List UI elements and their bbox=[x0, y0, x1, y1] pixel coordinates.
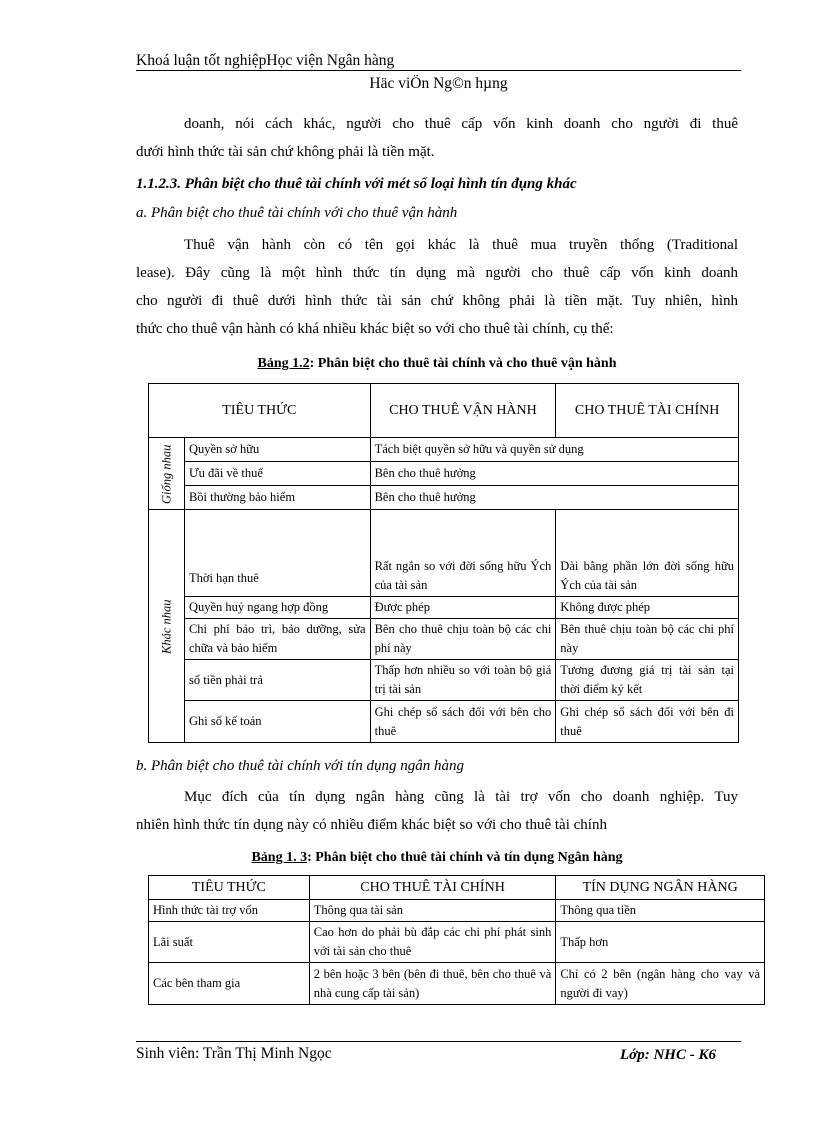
intro-paragraph bbox=[136, 110, 738, 166]
table2-caption-text: : Phân biệt cho thuê tài chính và tín dụng Ngân hàng bbox=[307, 850, 623, 865]
table-row bbox=[149, 900, 765, 922]
table1-caption bbox=[136, 356, 738, 372]
table-cell: số tiền phải trả bbox=[184, 660, 370, 701]
section-heading: 1.1.2.3. Phân biệt cho thuê tài chính với mét số loại hình tín đụng khác bbox=[136, 176, 577, 192]
table2-caption-label: Bảng 1. 3 bbox=[251, 850, 308, 865]
table-cell: Thấp hơn bbox=[556, 922, 765, 963]
header-cell-operating: CHO THUÊ VẬN HÀNH bbox=[370, 384, 556, 438]
table-cell: Bên cho thuê hưởng bbox=[370, 462, 738, 486]
table-cell: Ghi chép sổ sách đối với bên cho thuê bbox=[370, 701, 556, 743]
header-title: Khoá luận tốt nghiệpHọc viện Ngân hàng bbox=[136, 52, 395, 69]
table-cell: Lãi suất bbox=[149, 922, 310, 963]
table-row bbox=[149, 922, 765, 963]
table-cell: Không được phép bbox=[556, 597, 739, 619]
intro-line-2: dưới hình thức tài sản chứ không phải là tiền mặt. bbox=[136, 144, 435, 160]
table-cell: Được phép bbox=[370, 597, 556, 619]
sub-a-paragraph bbox=[136, 231, 738, 343]
table-cell: Quyền huỷ ngang hợp đồng bbox=[184, 597, 370, 619]
sub-a-line-1: Thuê vận hành còn có tên gọi khác là thuê mua truyền thống (Traditional bbox=[184, 237, 738, 253]
footer-student: Sinh viên: Trần Thị Minh Ngọc bbox=[136, 1045, 332, 1062]
table-header-row bbox=[149, 876, 765, 900]
table2-caption bbox=[136, 850, 738, 866]
table-cell: Ghi chép sổ sách đối với bên đi thuê bbox=[556, 701, 739, 743]
table-cell: Chỉ có 2 bên (ngân hàng cho vay và người đi vay) bbox=[556, 963, 765, 1005]
header-cell-criteria: TIÊU THỨC bbox=[149, 876, 310, 900]
header-cell-criteria: TIÊU THỨC bbox=[149, 384, 371, 438]
table-cell: Ghi sổ kế toán bbox=[184, 701, 370, 743]
footer-class: Lớp: NHC - K6 bbox=[620, 1047, 716, 1063]
sub-a-line-4: thức cho thuê vận hành có khá nhiều khác biệt so với cho thuê tài chính, cụ thể: bbox=[136, 321, 614, 337]
table-cell: 2 bên hoặc 3 bên (bên đi thuê, bên cho thuê và nhà cung cấp tài sản) bbox=[309, 963, 556, 1005]
table-cell: Chi phí bảo trì, bảo dưỡng, sửa chữa và bảo hiểm bbox=[184, 619, 370, 660]
header-cell-financial: CHO THUÊ TÀI CHÍNH bbox=[309, 876, 556, 900]
table-row bbox=[149, 510, 739, 597]
table-row bbox=[149, 438, 739, 462]
table-row bbox=[149, 963, 765, 1005]
table-cell: Thông qua tài sản bbox=[309, 900, 556, 922]
table-cell: Bồi thường bảo hiểm bbox=[184, 486, 370, 510]
table-cell: Thời hạn thuê bbox=[184, 510, 370, 597]
sub-b-line-2: nhiên hình thức tín dụng này có nhiều điểm khác biệt so với cho thuê tài chính bbox=[136, 817, 607, 833]
group-label-diff: Khác nhau bbox=[149, 510, 185, 743]
sub-b-heading: b. Phân biệt cho thuê tài chính với tín dụng ngân hàng bbox=[136, 758, 464, 774]
table-cell: Dài bằng phần lớn đời sống hữu Ých của tài sản bbox=[556, 510, 739, 597]
sub-a-heading: a. Phân biệt cho thuê tài chính với cho thuê vận hành bbox=[136, 205, 458, 221]
intro-line-1: doanh, nói cách khác, người cho thuê cấp vốn kinh doanh cho người đi thuê bbox=[184, 116, 738, 132]
table-cell: Thấp hơn nhiều so với toàn bộ giá trị tài sản bbox=[370, 660, 556, 701]
table-row bbox=[149, 486, 739, 510]
header-cell-financial: CHO THUÊ TÀI CHÍNH bbox=[556, 384, 739, 438]
footer-rule bbox=[136, 1041, 741, 1042]
table-operating-vs-financial bbox=[148, 383, 739, 743]
table-row bbox=[149, 597, 739, 619]
sub-b-line-1: Mục đích của tín dụng ngân hàng cũng là tài trợ vốn cho doanh nghiệp. Tuy bbox=[184, 789, 738, 805]
sub-a-line-3: cho người đi thuê dưới hình thức tài sản chứ không phải là tiền mặt. Tuy nhiên, hình bbox=[136, 293, 738, 309]
table-row bbox=[149, 660, 739, 701]
table-cell: Tương đương giá trị tài sản tại thời điểm ký kết bbox=[556, 660, 739, 701]
header-cell-bank: TÍN DỤNG NGÂN HÀNG bbox=[556, 876, 765, 900]
table-header-row bbox=[149, 384, 739, 438]
table-cell: Hình thức tài trợ vốn bbox=[149, 900, 310, 922]
table-cell: Các bên tham gia bbox=[149, 963, 310, 1005]
table1-caption-text: : Phân biệt cho thuê tài chính và cho thuê vận hành bbox=[309, 356, 617, 371]
table-row bbox=[149, 619, 739, 660]
group-label-same: Giống nhau bbox=[149, 438, 185, 510]
table-cell: Rất ngắn so với đời sống hữu Ých của tài sản bbox=[370, 510, 556, 597]
header-subtitle: Häc viÖn Ng©n hµng bbox=[369, 75, 508, 92]
table-cell: Bên thuê chịu toàn bộ các chi phí này bbox=[556, 619, 739, 660]
table-cell: Thông qua tiền bbox=[556, 900, 765, 922]
table-row bbox=[149, 462, 739, 486]
table-cell: Bên cho thuê chịu toàn bộ các chi phí này bbox=[370, 619, 556, 660]
table-cell: Ưu đãi về thuế bbox=[184, 462, 370, 486]
header-rule bbox=[136, 70, 741, 71]
table-cell: Quyền sở hữu bbox=[184, 438, 370, 462]
table-row bbox=[149, 701, 739, 743]
table-cell: Tách biệt quyền sở hữu và quyền sử dụng bbox=[370, 438, 738, 462]
table-cell: Cao hơn do phải bù đắp các chi phí phát sinh với tài sản cho thuê bbox=[309, 922, 556, 963]
table1-caption-label: Bảng 1.2 bbox=[257, 356, 310, 371]
sub-a-line-2: lease). Đây cũng là một hình thức tín dụng mà người cho thuê cấp vốn kinh doanh bbox=[136, 265, 738, 281]
table-financial-vs-bank bbox=[148, 875, 765, 1005]
table-cell: Bên cho thuê hưởng bbox=[370, 486, 738, 510]
sub-b-paragraph bbox=[136, 783, 738, 839]
